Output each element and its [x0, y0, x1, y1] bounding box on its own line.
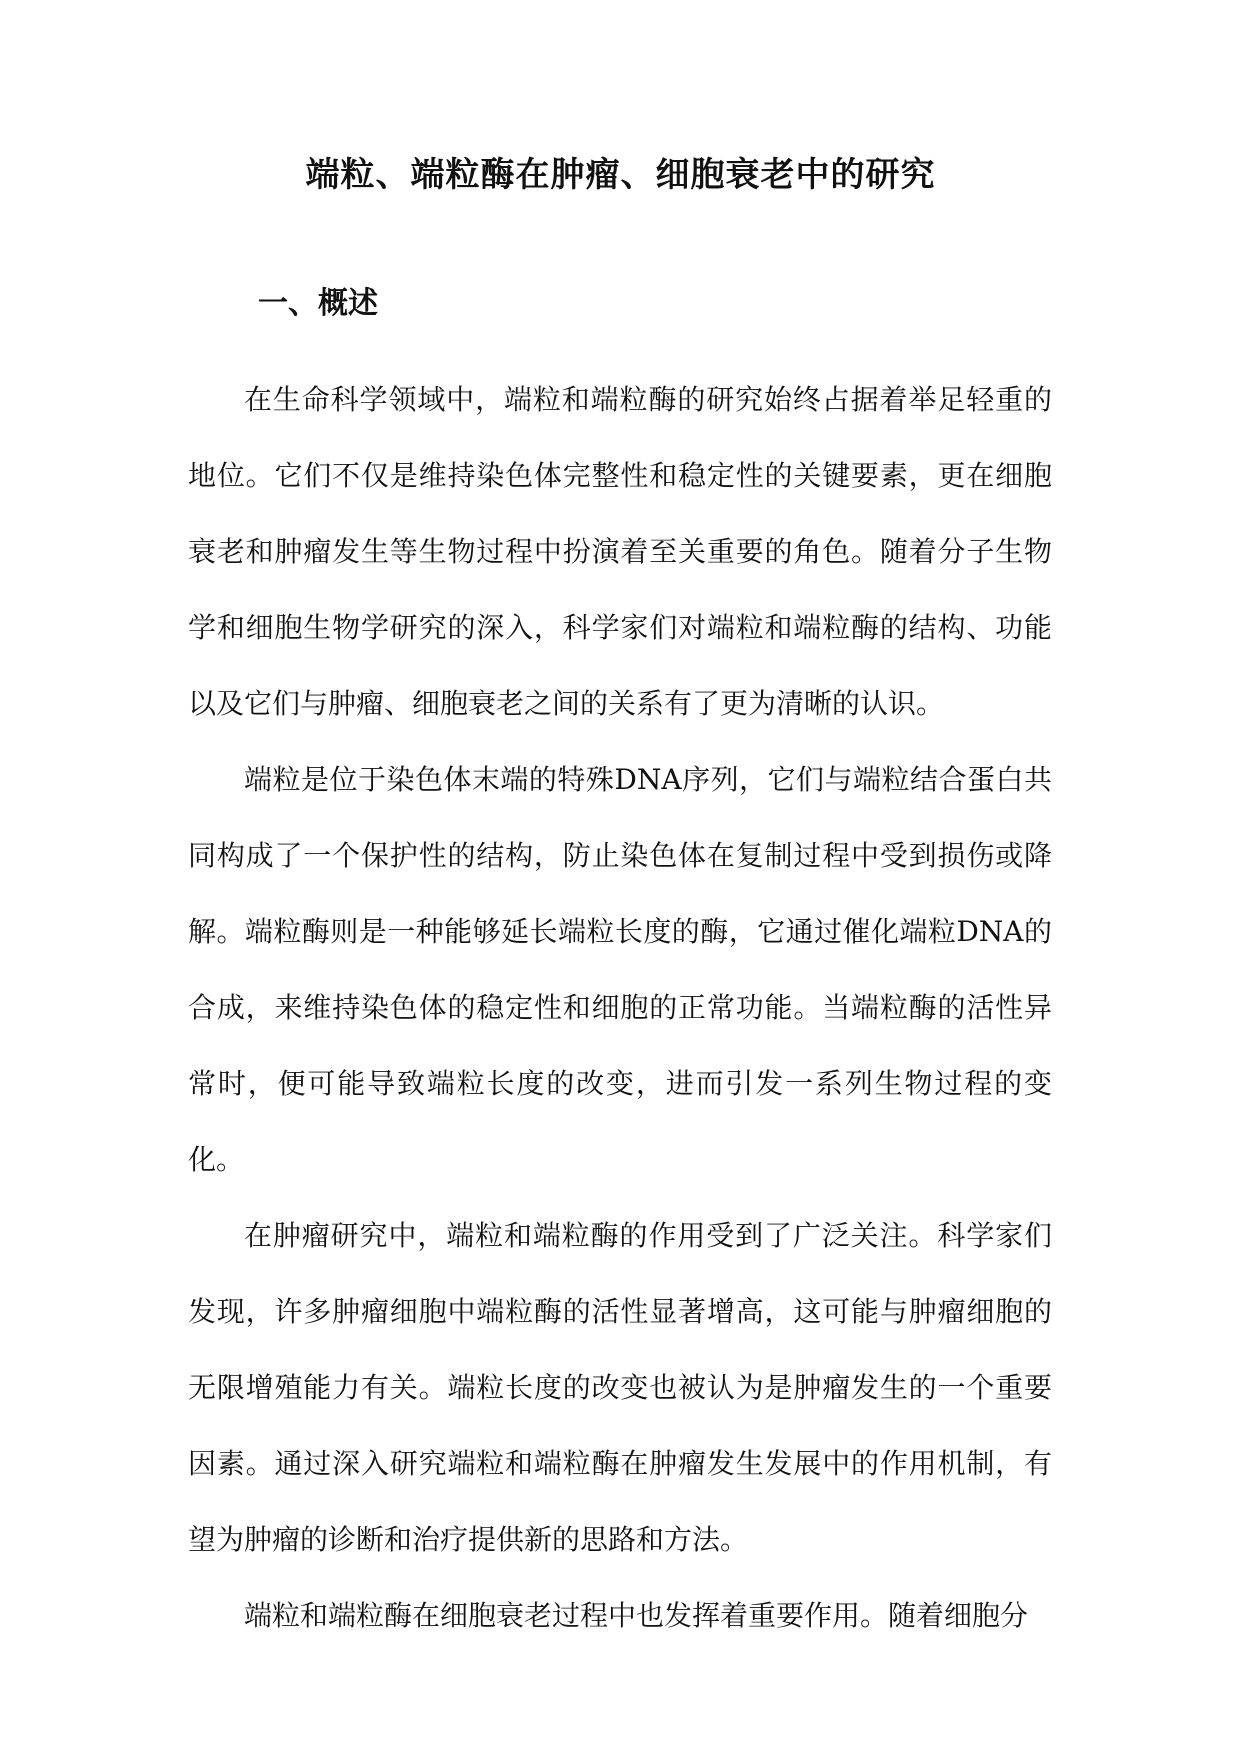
document-body [188, 362, 1052, 1654]
paragraph-2: 端粒是位于染色体末端的特殊DNA序列，它们与端粒结合蛋白共同构成了一个保护性的结构，防止染色体在复制过程中受到损伤或降解。端粒酶则是一种能够延长端粒长度的酶，它通过催化端粒DNA的合成，来维持染色体的稳定性和细胞的正常功能。当端粒酶的活性异常时，便可能导致端粒长度的改变，进而引发一系列生物过程的变化。 [188, 763, 1052, 1176]
paragraph-1: 在生命科学领域中，端粒和端粒酶的研究始终占据着举足轻重的地位。它们不仅是维持染色体完整性和稳定性的关键要素，更在细胞衰老和肿瘤发生等生物过程中扮演着至关重要的角色。随着分子生物学和细胞生物学研究的深入，科学家们对端粒和端粒酶的结构、功能以及它们与肿瘤、细胞衰老之间的关系有了更为清晰的认识。 [188, 383, 1052, 720]
document-title: 端粒、端粒酶在肿瘤、细胞衰老中的研究 [305, 155, 936, 195]
paragraph-4: 端粒和端粒酶在细胞衰老过程中也发挥着重要作用。随着细胞分 [244, 1599, 1029, 1632]
section-heading: 一、概述 [258, 286, 378, 321]
paragraph-3: 在肿瘤研究中，端粒和端粒酶的作用受到了广泛关注。科学家们发现，许多肿瘤细胞中端粒酶的活性显著增高，这可能与肿瘤细胞的无限增殖能力有关。端粒长度的改变也被认为是肿瘤发生的一个重要因素。通过深入研究端粒和端粒酶在肿瘤发生发展中的作用机制，有望为肿瘤的诊断和治疗提供新的思路和方法。 [188, 1219, 1052, 1556]
